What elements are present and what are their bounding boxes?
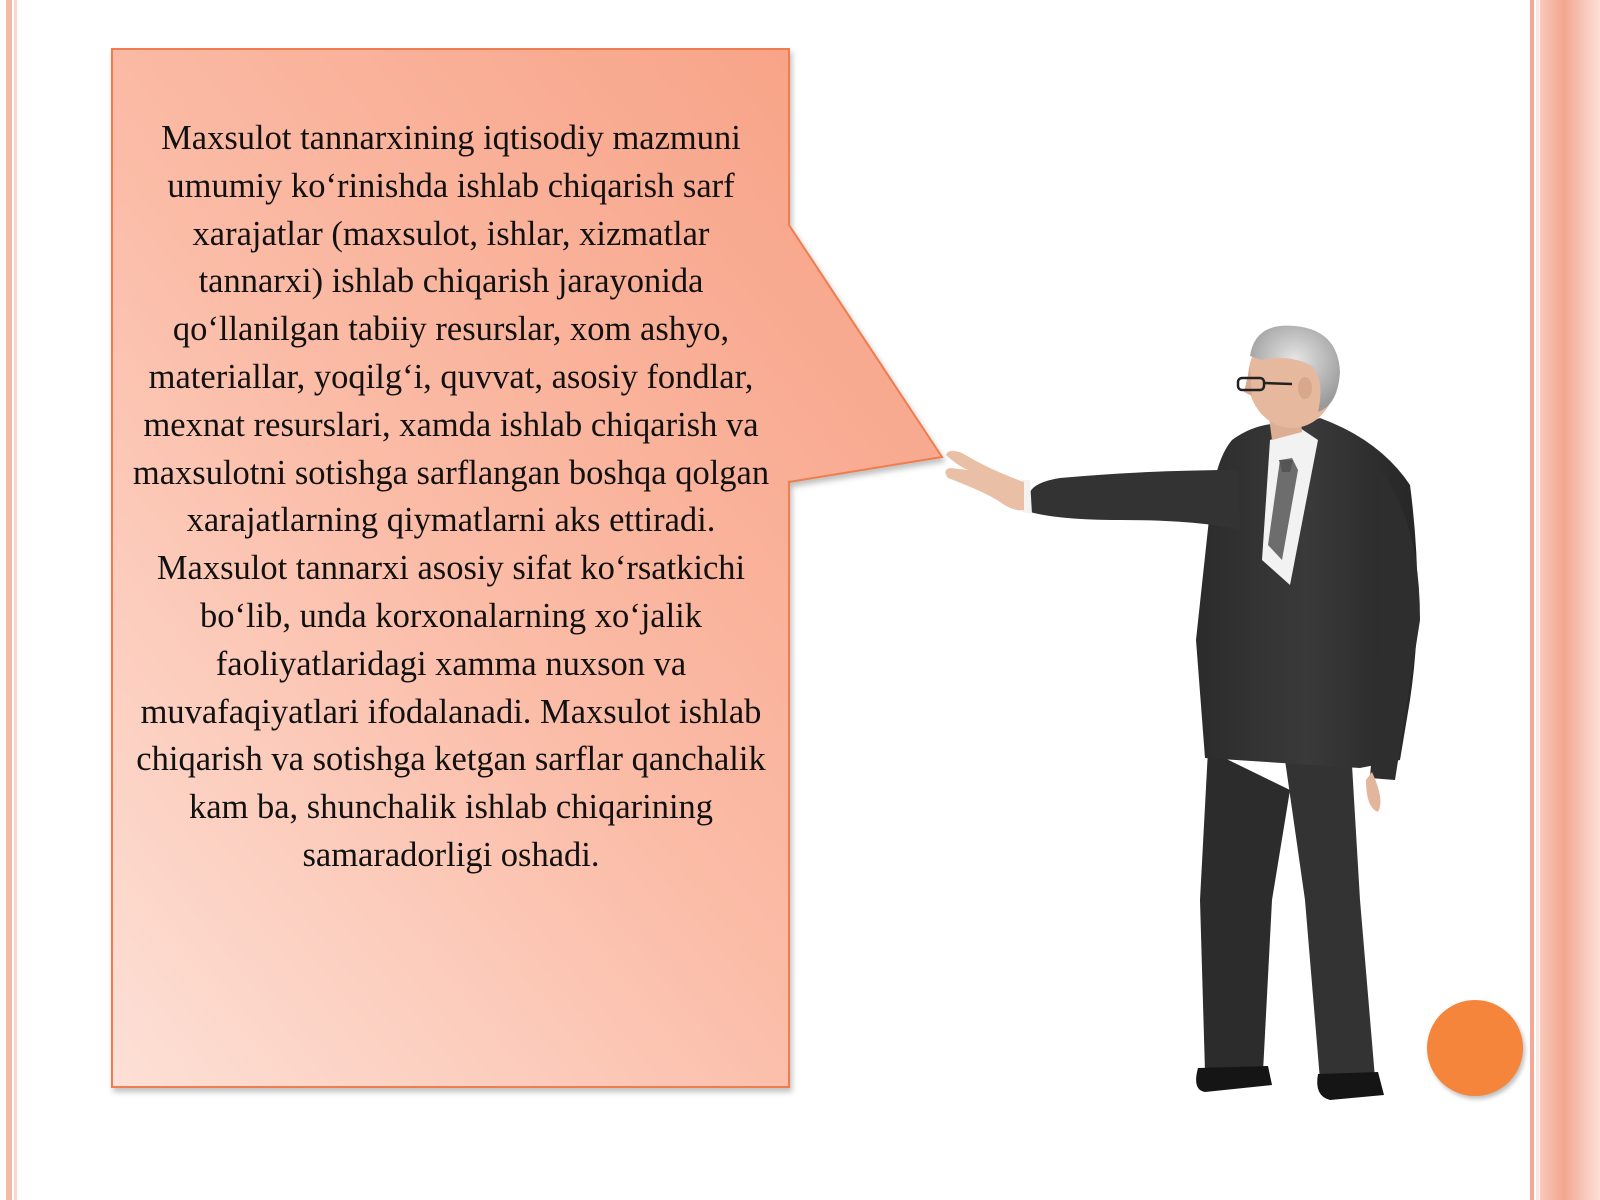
callout-paragraph-2: Maxsulot tannarxi asosiy sifat ko‘rsatkichi bo‘lib, unda korxonalarning xo‘jalik faoliyatlaridagi xamma nuxson va muvafaqiyatlari ifodalanadi. Maxsulot ishlab chiqarish va sotishga ketgan sarflar qanchalik kam ba, shunchalik ishlab chiqarining samaradorligi oshadi.	[136, 549, 766, 874]
accent-circle	[1427, 1000, 1523, 1096]
callout-paragraph-1: Maxsulot tannarxining iqtisodiy mazmuni umumiy ko‘rinishda ishlab chiqarish sarf xarajatlar (maxsulot, ishlar, xizmatlar tannarxi) ishlab chiqarish jarayonida qo‘llanilgan tabiiy resurslar, xom ashyo, materiallar, yoqilg‘i, quvvat, asosiy fondlar, mexnat resurslari, xamda ishlab chiqarish va maxsulotni sotishga sarflangan boshqa qolgan xarajatlarning qiymatlarni aks ettiradi.	[132, 119, 770, 540]
